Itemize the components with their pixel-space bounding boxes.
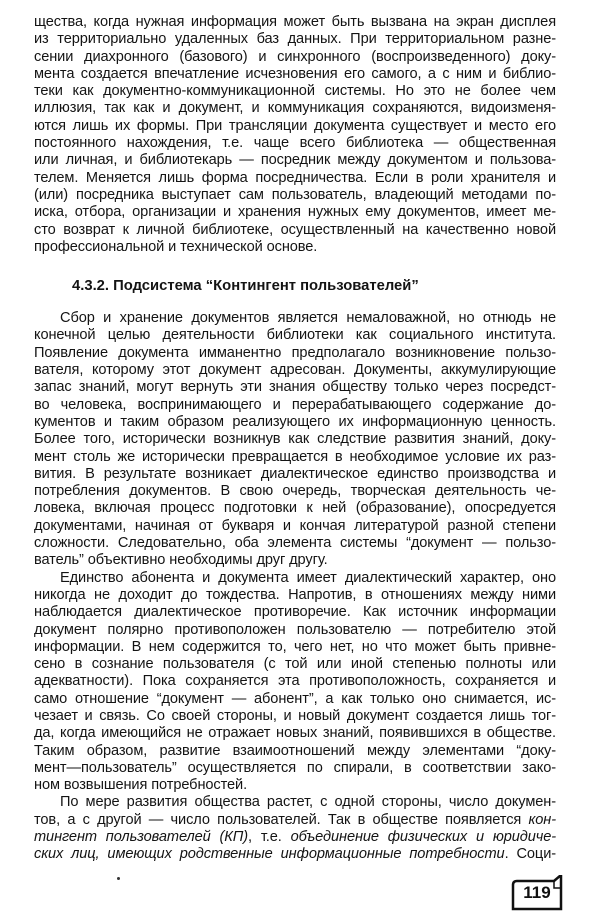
page-number: 119 [523,883,551,902]
text-line: сении диахронного (базового) и синхронного (воспроизведенного) доку- [34,48,556,65]
text-line: Единство абонента и документа имеет диалектический характер, оно [60,569,556,586]
text-line: вития. В результате возникает диалектическое единство производства и [34,465,556,482]
text-line: сложности. Следовательно, оба элемента системы “документ — пользо- [34,535,556,552]
text-line: Сбор и хранение документов является немаловажной, но отнюдь не [60,310,556,327]
text-line: запас знаний, могут вернуть эти знания обществу только через посредст- [34,379,556,396]
text-line: документ полярно противоположен пользователю — потребителю этой [34,621,556,638]
text-line: Появление документа имманентно предполагало возникновение пользо- [34,344,556,361]
text-line: наблюдается диалектическое противоречие. Как источник информации [34,604,556,621]
text-line: теки как документно-коммуникационной системы. Но это не более чем [34,83,556,100]
text-line: мента создается впечатление исчезновения его самого, а с ним и библио- [34,65,556,82]
paragraph-2 [34,310,556,569]
text-line: иллюзия, так как и документ, и коммуникация сохраняются, видоизменя- [34,100,556,117]
text-line: щества, когда нужная информация может быть вызвана на экран дисплея [34,14,556,30]
text-line: иска, отбора, организации и хранения нужных ему документов, имеет ме- [34,204,556,221]
italic-term: ских лиц, имеющих родственные информационные потребности [34,846,505,863]
text-run: . Соци- [504,846,556,863]
text-line: Более того, исторически возникнув как следствие развития знаний, доку- [34,431,556,448]
text-line: ловека, включая процесс подготовки к ней (образование), опосредуется [34,500,556,517]
text-line: ются лишь их формы. При трансляции документа существует и место его [34,117,556,134]
text-line: мент—пользователь” осуществляется по спирали, в соответствии зако- [34,759,556,776]
text-line: информации. В нем содержится то, чего нет, но что может быть привне- [34,638,556,655]
text-run: , т.е. [248,829,291,846]
page-number-badge [510,875,564,911]
italic-term: кон- [528,811,556,828]
italic-term: тингент пользователей (КП) [34,829,248,846]
text-line: чезает и связь. Со своей стороны, и новый документ создается лишь тог- [34,707,556,724]
paragraph-3 [34,570,556,795]
print-speck [117,877,120,880]
text-line: постоянного нахождения, т.е. чаще всего библиотека — общественная [34,135,556,152]
paragraph-4 [34,794,556,863]
text-line: никогда не доходит до тождества. Напротив, в отношениях между ними [34,586,556,603]
text-line: адекватности). Пока сохраняется эта противоположность, сохраняется и [34,673,556,690]
text-line: документами, начиная от букваря и кончая литературой разной степени [34,517,556,534]
text-line: во человека, воспринимающего и перерабатывающего содержание до- [34,396,556,413]
text-line: профессиональной и технической основе. [34,238,318,255]
text-line: сено в сознание пользователя (с той или иной степенью полноты или [34,656,556,673]
text-line: телем. Меняется лишь форма посредничества. Если в роли хранителя и [34,169,556,186]
text-line: По мере развития общества растет, с одной стороны, число докумен- [60,794,556,811]
text-line [34,812,556,829]
text-line: само отношение “документ — абонент”, а как только оно снимается, ис- [34,690,556,707]
text-line: ном возвышения потребностей. [34,777,248,794]
text-run: тов, а с другой — число пользователей. Так в обществе появляется [34,811,529,828]
italic-term: объединение физических и юридиче- [290,829,556,846]
text-column [34,14,556,864]
text-line: да, когда имеющийся не отражает новых знаний, появившихся в обществе. [34,725,556,742]
text-line: сто возврат к личной библиотеке, осуществленный на качественно новой [34,221,556,238]
text-line: потребления документов. В свою очередь, творческая деятельность че- [34,483,556,500]
paragraph-1 [34,14,556,256]
text-line: или личная, и библиотекарь — посредник между документом и пользова- [34,152,556,169]
text-line: (или) посредника выступает сам пользователь, владеющий методами по- [34,186,556,203]
text-line: ватель” объективно необходимы друг другу. [34,552,328,569]
text-line: вателя, которому этот документ адресован. Документы, аккумулирующие [34,362,556,379]
text-line: из территориально удаленных баз данных. При территориальном разне- [34,31,556,48]
text-line: конечной целью деятельности библиотеки как социального института. [34,327,556,344]
text-line [34,829,556,846]
text-line: кументов и таким образом реализующего их информационную ценность. [34,413,556,430]
text-line [34,846,556,863]
text-line: мент столь же исторически превращается в необходимое условие их раз- [34,448,556,465]
text-line: Таким образом, развитие взаимоотношений между элементами “доку- [34,742,556,759]
section-heading: 4.3.2. Подсистема “Контингент пользователей” [72,278,419,295]
